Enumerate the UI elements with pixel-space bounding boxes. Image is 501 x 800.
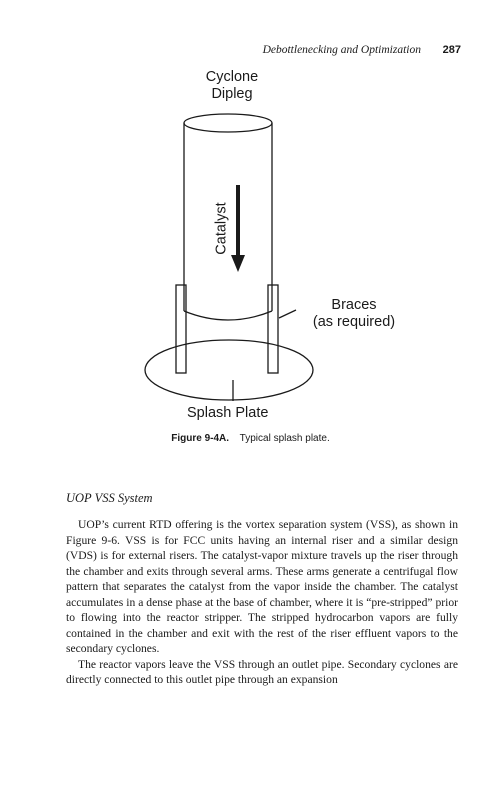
splash-plate-label: Splash Plate (187, 405, 269, 421)
catalyst-arrow (231, 185, 245, 272)
cyclone-dipleg-label (192, 69, 272, 103)
braces-label-line1: Braces (331, 297, 377, 313)
braces-label-line2: (as required) (312, 314, 396, 330)
catalyst-label: Catalyst (213, 202, 230, 255)
cyclone-label-line2: Dipleg (211, 86, 253, 102)
running-title: Debottlenecking and Optimization (262, 44, 421, 56)
section-heading: UOP VSS System (66, 491, 153, 505)
splash-plate-shape (145, 340, 313, 400)
cyclone-label-line1: Cyclone (205, 69, 259, 85)
body-text (66, 517, 458, 688)
dipleg-top-ellipse (184, 114, 272, 132)
paragraph: UOP’s current RTD offering is the vortex separation system (VSS), as shown in Figure 9-6. VSS is for FCC units having an internal riser and a similar design (VDS) is for external risers. The catalyst-vapor mixture travels up the riser through the chamber and exits through several arms. These arms generate a centrifugal flow pattern that separates the catalyst from the vapor inside the chamber. The catalyst accumulates in a dense phase at the base of chamber, where it is “pre-stripped” prior to flowing into the reactor stripper. The stripped hydrocarbon vapors are fully contained in the chamber and exit with the rest of the riser effluent vapors to the secondary cyclones. (66, 518, 458, 655)
right-brace (268, 285, 278, 373)
figure-caption (0, 433, 501, 444)
paragraph: The reactor vapors leave the VSS through an outlet pipe. Secondary cyclones are directly connected to this outlet pipe through an expansion (66, 657, 458, 686)
figure-caption-text: Typical splash plate. (239, 433, 330, 444)
dipleg-bottom-arc (184, 311, 272, 320)
figure-number: Figure 9-4A. (171, 433, 230, 444)
braces-label (294, 297, 414, 331)
page-number: 287 (442, 44, 461, 56)
